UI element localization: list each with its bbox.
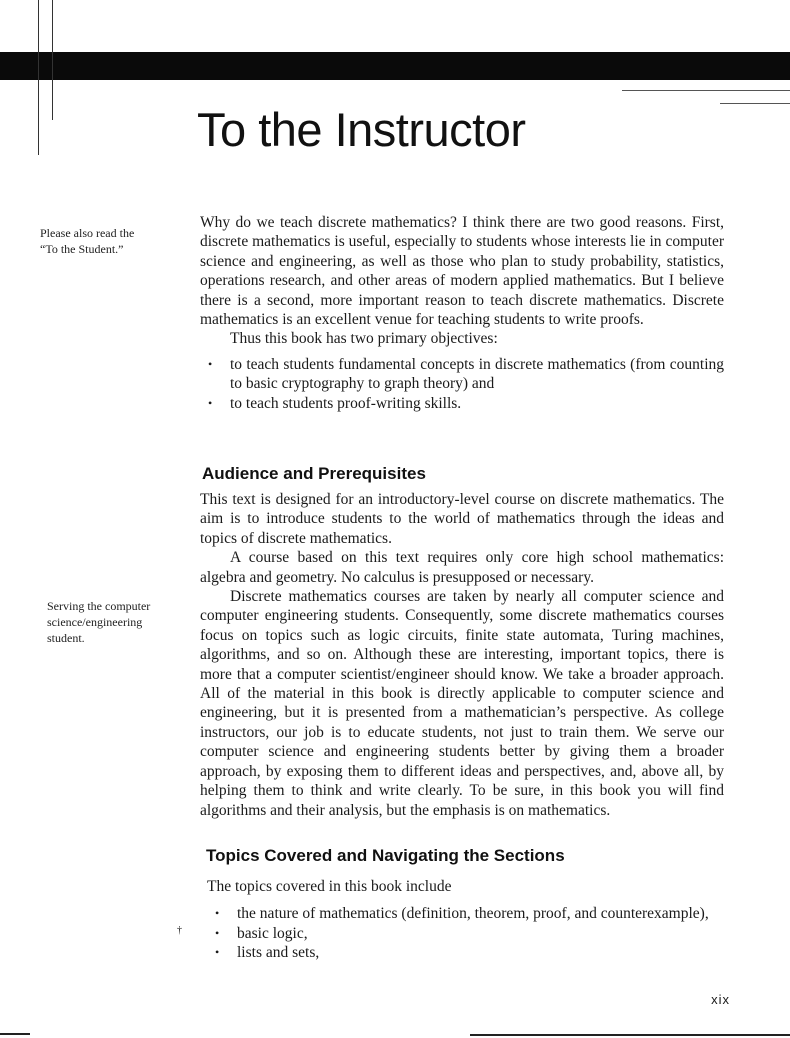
list-item: • basic logic, <box>207 924 727 943</box>
audience-paragraph: Discrete mathematics courses are taken by nearly all computer science and computer engineering students. Consequently, some discrete mathematics courses focus on topics such as logic circuits, finite state automata, Turing machines, algorithms, and so on. Although these are interesting, important topics, there is more that a computer scientist/engineer should know. We take a broader approach. All of the material in this book is directly applicable to computer science and engineering, but it is presented from a mathematician’s perspective. As college instructors, our job is to educate students, not just to train them. We serve our computer science and engineering students better by giving them a broader approach, by exposing them to different ideas and perspectives, and, above all, by helping them to think and write clearly. To be sure, in this book you will find algorithms and their analysis, but the emphasis is on mathematics. <box>200 588 724 819</box>
stray-mark: † <box>177 925 182 936</box>
section-heading-topics: Topics Covered and Navigating the Sections <box>206 846 565 865</box>
page-title: To the Instructor <box>197 103 526 156</box>
crop-mark-top-right-2 <box>720 103 790 104</box>
crop-mark-left-1 <box>38 0 39 155</box>
crop-mark-left-2 <box>52 0 53 120</box>
audience-paragraph: This text is designed for an introductory-level course on discrete mathematics. The aim is to introduce students to the world of mathematics through the ideas and topics of discrete mathematics. <box>200 491 724 547</box>
margin-note-read-student: Please also read the “To the Student.” <box>40 226 135 256</box>
topics-list <box>207 904 727 962</box>
section-heading-audience: Audience and Prerequisites <box>202 464 426 483</box>
audience-section <box>200 490 724 820</box>
page-number: xix <box>711 992 730 1007</box>
intro-section <box>200 213 724 413</box>
list-item: • the nature of mathematics (definition, theorem, proof, and counterexample), <box>207 904 727 923</box>
bottom-rule-left <box>0 1033 30 1035</box>
topics-intro: The topics covered in this book include <box>207 878 452 895</box>
intro-paragraph: Why do we teach discrete mathematics? I think there are two good reasons. First, discrete mathematics is useful, especially to students whose interests lie in computer science and engineering, as well as those who plan to study probability, statistics, operations research, and other areas of modern applied mathematics. But I believe there is a second, more important reason to teach discrete mathematics. Discrete mathematics is an excellent venue for teaching students to write proofs. <box>200 214 724 329</box>
margin-note-cs-student: Serving the computer science/engineering student. <box>47 599 151 645</box>
topics-section <box>207 877 727 963</box>
bottom-rule-right <box>470 1034 790 1036</box>
list-item: • to teach students proof-writing skills. <box>200 394 724 413</box>
top-black-bar <box>0 52 790 80</box>
audience-paragraph: A course based on this text requires only core high school mathematics: algebra and geometry. No calculus is presupposed or necessary. <box>200 549 724 586</box>
crop-mark-top-right-1 <box>622 90 790 91</box>
list-item: • to teach students fundamental concepts in discrete mathematics (from counting to basic cryptography to graph theory) and <box>200 355 724 394</box>
objectives-lead: Thus this book has two primary objectives: <box>230 330 498 348</box>
list-item: • lists and sets, <box>207 943 727 962</box>
objectives-list <box>200 355 724 413</box>
